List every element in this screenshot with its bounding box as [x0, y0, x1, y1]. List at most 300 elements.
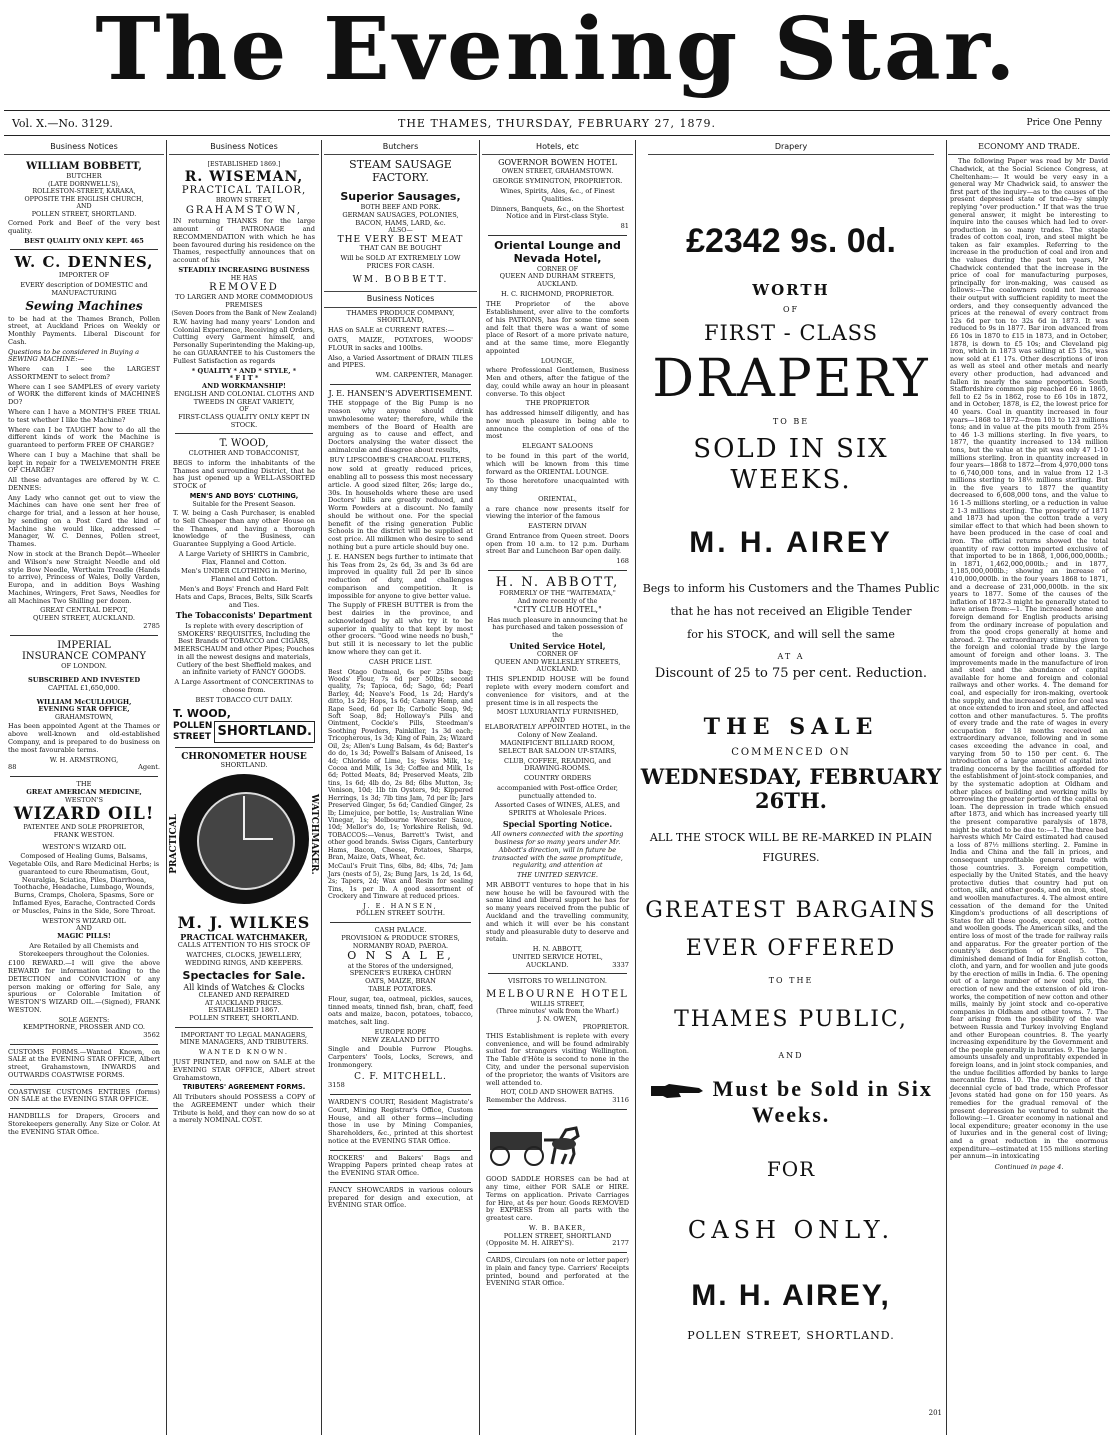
ad-text: THE stoppage of the Big Pump is no reason why anyone should drink unwholesome water; therefore, while the members of the Board of Health are arguing as to cause and effect, and Doctors analysing the water dissect the animalculæ and disagree about results,	[328, 399, 473, 454]
horse-wagon-icon	[482, 1118, 602, 1168]
separator	[488, 570, 627, 571]
ad-text: Flour, sugar, tea, oatmeal, pickles, sauces, tinned meats, tinned fish, bran, chaff, feed oats and maize, bacon, potatoes, tobacco, matches, salt ling.	[328, 994, 473, 1027]
ad-trade: BUTCHER	[66, 172, 102, 181]
separator	[10, 635, 158, 636]
ad-wiseman	[169, 161, 319, 429]
ad-text: Begs to inform his Customers and the Thames Public	[642, 581, 940, 595]
ad-text: EVERY description of DOMESTIC and MANUFACTURING	[20, 280, 148, 297]
ad-text: Assorted Cases of WINES, ALES, and SPIRITS at Wholesale Prices.	[494, 801, 621, 818]
ad-text: BOTH BEEF AND PORK.	[360, 204, 441, 212]
separator	[330, 1150, 471, 1151]
ad-text: GOOD SADDLE HORSES can be had at any time, either FOR SALE or HIRE. Terms on application. Private Carriages for Hire, at 4s per hour. Goods REMOVED by EXPRESS from all parts with the greatest care.	[486, 1175, 629, 1223]
ad-heading: DRAPERY	[652, 349, 930, 410]
ad-text: GRAHAMSTOWN,	[185, 204, 303, 216]
ad-text: Questions to be considered in Buying a SEWING MACHINE:—	[8, 347, 140, 364]
ad-text: PATENTEE AND SOLE PROPRIETOR,	[23, 824, 145, 832]
ad-text: THIS SPLENDID HOUSE will be found replete with every modern comfort and convenience for visitors, and at the present time is in all respects the	[486, 675, 629, 707]
issue-price: Price One Penny	[1026, 118, 1102, 128]
ad-text: £100 REWARD.—I will give the above REWARD for information leading to the DETECTION and CONVICTION of any person making or offering for Sale, any spurious or Colorable Imitation of WESTON'S WIZARD OIL.—(Signed), FRANK WESTON.	[8, 959, 160, 1014]
ad-text: HOT, COLD AND SHOWER BATHS.	[500, 1089, 615, 1097]
ad-text: All kinds of Watches & Clocks	[183, 982, 305, 992]
clock-icon	[179, 774, 309, 904]
ad-text: AUCKLAND.	[537, 281, 578, 289]
ad-text: Best Otago Oatmeal, 6s per 25lbs bag; Woods' Flour, 7s 6d per 50lbs; second quality, 7s; Tapioca, 6d; Sago, 6d; Pearl Barley, 4d; Neave's Food, 1s 2d; Hardy's ditto, 1s 2d; Hops, 1s 6d; Canary Hemp, and Rape Seed, 6d per lb; Carbolic Soap, 9d; Soft Soap, 8d; Holloway's Pills and Ointment, Cockle's Pills, Steedman's Soothing Powders, Painkiller, 1s 3d each; Tricopherous, 1s 3d; King of Pain, 2s; Wizard Oil, 2s; Allen's Lung Balsam, 4s 6d; Baxter's do do, 1s 3d; Powell's Balsam of Aniseed, 1s 4d; Chloride of Lime, 1s; Swiss Milk, 1s; Cocoa and Milk, 1s 3d; Coffee and Milk, 1s 6d; Potted Meats, 8d; Preserved Meats, 2lb tins, 1s 6d; 4lb do, 2s 8d; 6lbs Mutton, 3s; Venison, 10d; 1lb tin Oysters, 9d; Kippered Herrings, 1s 3d; 7lb tins Jam, 7d per lb; Jars Preserved Ginger, 5s 6d; Candied Ginger, 2s lb; Limejuice, per bottle, 1s; Australian Wine Vinegar, 1s; Melbourne Worcester Sauce, 10d; Mellor's do, 1s; Yorkshire Relish, 9d. TOBACCOS:—Venus, Barrett's Twist, and other good brands. Swiss Cigars, Canterbury Hams, Bacon, Cheese, Potatoes, Sharps, Bran, Maize, Oats, Wheat, &c.	[328, 668, 473, 862]
ad-text: QUEEN AND WELLESLEY STREETS, AUCKLAND.	[494, 657, 621, 674]
ad-text: R.W. having had many years' London and Colonial Experience, Receiving all Orders, Cutting every Garment himself, and Personally Superintending the Making-up, he can GUARANTEE to his Customers the Fullest Satisfaction as regards	[173, 317, 315, 365]
ad-text: COUNTRY ORDERS	[523, 774, 592, 783]
ad-text: QUEEN STREET, AUCKLAND.	[33, 614, 135, 623]
ad-text: A Large Variety of SHIRTS in Cambric, Flax, Flannel and Cotton.	[178, 549, 310, 566]
ad-thames-produce	[324, 310, 477, 380]
ad-text: TO THE	[768, 975, 814, 985]
separator	[175, 747, 313, 748]
ad-text: [ESTABLISHED 1869.]	[207, 161, 281, 169]
ad-hansen	[324, 389, 477, 918]
ad-heading: GREAT AMERICAN MEDICINE,	[26, 787, 142, 796]
separator	[488, 973, 627, 974]
ad-coastwise: COASTWISE CUSTOMS ENTRIES (forms) ON SALE at the EVENING STAR OFFICE.	[8, 1087, 160, 1104]
ad-heading: WIZARD OIL!	[13, 804, 155, 825]
column-rule	[946, 140, 947, 1435]
ad-oriental-lounge	[482, 240, 633, 566]
ad-wilkes	[169, 752, 319, 1023]
ad-text: now sold at greatly reduced prices, enabling all to possess this most necessary article. A good sized filter, 26s; large do., 30s. In households where these are used Doctors' bills are greatly reduced, and Worm Powders at a discount. No family should be without one. For the special benefit of the rising generation Public Schools in the district will be supplied at cost price. All milkmen who desire to send nothing but a pure article should buy one.	[328, 465, 473, 552]
ad-text: OF LONDON.	[61, 662, 107, 671]
ad-text: SOLE AGENTS:	[58, 1016, 110, 1024]
ad-text: has addressed himself diligently, and has now much pleasure in being able to announce the completion of one of the most	[486, 409, 629, 441]
separator	[330, 384, 471, 385]
ad-signature: WM. CARPENTER, Manager.	[375, 371, 473, 380]
ad-text: AND	[76, 203, 92, 211]
ad-bobbett	[4, 161, 164, 245]
ad-name: WILLIAM BOBBETT,	[26, 161, 142, 173]
separator	[175, 433, 313, 434]
section-header: Business Notices	[324, 291, 477, 307]
ad-text: THAT CAN BE BOUGHT	[359, 244, 442, 253]
ad-text: Has much pleasure in announcing that he has purchased and taken possession of the	[487, 615, 628, 640]
ad-text: McCaul's Fruit Tins, 6lbs, 8d; 4lbs, 7d; Jam Jars (nests of 5), 2s; Bung Jars, 1s 2d, 1s 6d, 2s; Tapers, 2d; Wax and Resin for sealing Tins, 1s per lb. A good assortment of Crockery and Tinware at reduced prices.	[328, 863, 473, 901]
ad-text: J. N. OWEN,	[537, 1014, 578, 1023]
ad-heading: CASH PRICE LIST.	[368, 657, 433, 666]
ad-text: CORNER OF	[536, 265, 579, 273]
ad-wood	[169, 438, 319, 742]
ad-text: CALLS ATTENTION TO HIS STOCK OF	[177, 941, 311, 950]
ad-text: OATS, MAIZE, BRAN	[365, 977, 436, 986]
ad-signature: T. WOOD,	[173, 707, 231, 721]
ad-text: Will be SOLD AT EXTREMELY LOW PRICES FOR CASH.	[340, 254, 461, 270]
ad-text: Wines, Spirits, Ales, &c., of Finest Qualities.	[500, 187, 615, 203]
ad-text: OATS, MAIZE, POTATOES, WOODS' FLOUR in sacks and 100lbs.	[328, 335, 473, 352]
ad-text: BEST QUALITY ONLY KEPT. 465	[24, 236, 144, 245]
ad-text: TABLE POTATOES.	[368, 984, 433, 993]
ad-heading: IMPORTANT TO LEGAL MANAGERS, MINE MANAGERS, AND TRIBUTERS.	[179, 1030, 309, 1047]
ad-heading: THAMES PRODUCE COMPANY, SHORTLAND,	[346, 308, 455, 325]
ad-text: where Professional Gentlemen, Business Men and others, after the fatigue of the day, could while away an hour in pleasant converse. To this object	[486, 366, 629, 398]
ad-text: AND	[76, 924, 92, 933]
ad-text: The Supply of FRESH BUTTER is from the best dairies in the province, and acknowledged by all who try it to be superior in quality to that kept by most other grocers. "Good wine needs no bush," but still it is necessary to let the public know where they can get it.	[328, 601, 473, 656]
ad-heading: CASH PALACE.	[374, 926, 427, 935]
ad-text: ENGLISH AND COLONIAL CLOTHS AND TWEEDS IN GREAT VARIETY,	[173, 389, 315, 406]
ad-signature: POLLEN STREET	[173, 721, 213, 742]
ad-text: POLLEN STREET, SHORTLAND.	[189, 1013, 299, 1022]
ad-heading: J. E. HANSEN'S ADVERTISEMENT.	[328, 388, 473, 398]
dateline-rule	[4, 135, 1110, 136]
ad-text: OF	[782, 305, 800, 315]
ad-text	[638, 577, 944, 646]
ad-signature: W. B. BAKER,	[528, 1223, 587, 1232]
ad-text: A Large Assortment of CONCERTINAS to choose from.	[174, 678, 314, 694]
ad-text: And more recently of the	[517, 597, 598, 605]
ad-text: at the Stores of the undersigned,	[347, 963, 454, 971]
ad-text: Where can I have a MONTH'S FREE TRIAL to test whether I like the Machine?	[8, 407, 160, 424]
ad-text: for his STOCK, and will sell the same	[687, 627, 895, 641]
ad-text: Corned Pork and Beef of the very best quality.	[8, 219, 160, 235]
ad-text: AND WORKMANSHIP!	[202, 382, 286, 391]
ad-heading: THE VERY BEST MEAT	[337, 234, 464, 245]
ad-text: THE UNITED SERVICE.	[517, 871, 598, 880]
column-rule	[635, 140, 636, 1435]
ad-text: HE HAS	[230, 274, 258, 282]
ad-text: STEADILY INCREASING BUSINESS	[178, 265, 310, 274]
ad-text: UNITED SERVICE HOTEL,	[512, 952, 603, 961]
ad-text: WATCHES, CLOCKS, JEWELLERY, WEDDING RINGS, AND KEEPERS.	[184, 951, 304, 967]
ad-text: (Opposite M. H. AIREY'S).	[486, 1239, 574, 1248]
ad-text: OF	[239, 406, 249, 414]
ad-text: POLLEN STREET, SHORTLAND.	[687, 1328, 895, 1342]
ad-heading: Sewing Machines	[25, 299, 143, 314]
ad-text: Remember the Address.	[486, 1095, 567, 1104]
article-body: The following Paper was read by Mr David Chadwick, at the Social Science Congress, at Cheltenham:— It would be very easy in a general way Mr Chadwick said, to answer the first part of the inquiry—as to the causes of the present depressed state of trade—by simply replying "over production." If that was the true general answer, it might be interesting to inquire into the causes which had led to over-production in so many trades. The staple trades of cotton coal, iron, and steel might be taken as fair examples. Referring to the increase in the production of coal and iron and the values during the past ten years, Mr Chadwick contended that the increase in the price of coal for manufacturing purposes, principally for iron-making, was caused as follows:—The coalowners could not increase their output with sufficient rapidity to meet the orders, and they consequently advanced the prices at the renewal of every contract from 12s 6d per ton to 32s 6d in 1873. It was reduced to 9s in 1877. Bar iron advanced from £6 10s in 1870 to £15 in 1873, and in October, 1878, is down to £5 10s; and Cleveland pig iron, which in 1873 was selling at £5 15s, was now sold at £1 17s. Other descriptions of iron as well as steel and other metals and nearly every other production, had advanced and fallen in nearly the same proportion. South Staffordshire common pig reached £6 in 1865, fell to £2 5s in 1862, rose to £6 10s in 1872, and in October, 1878, is £2, the lowest price for 40 years. Coal in quantity increased in four years—1868 to 1872—from 103 to 123 millions tons; and in value at the pits mouth from 25¾ to 46 1-3 millions sterling. In five years, to 1877, the quantity increased to 134 million tons, but the value at the pit was only 47 1-10 millions sterling. Iron in quantity increased in four years—1868 to 1872—from 4,970,000 tons to 6,740,000 tons, and in value from 12 1-3 millions sterling to 18½ millions sterling. But in the five years to 1877 the quantity decreased to 6,608,000 tons, and the value to 16 1-5 millions sterling, or a reduction in value 2 1-3 millions sterling. The prosperity of 1871 and 1873 had upon the cotton trade a very similar effect to that which had been shown to have been produced in the case of coal and iron. The official returns showed the total quantity of raw cotton imported exclusive of that imported to be in 1868, 1,006,000,000lb.; in 1871, 1,462,000,000lb.; and in 1877, 1,185,000,000lb.; showing an increase of 410,000,000lb. in the four years 1868 to 1871, and a decrease of 231,000,000lb. in the six years to 1877. Some of the causes of the inflation of 1872-3 might be generally stated to have arisen from:—1. The increased home and foreign demand for English products arising from the ordinary increase of population and from the good crops generally at home and abroad. 2. The extraordinary stimulus given to the foreign and colonial trade by the large amount of foreign and other loans. 3. The improvements made in the manufacture of iron and steel and the abundance of capital available for home and foreign and colonial railways and other works. 4. The demand for coal, and especially for iron-making, overtook the supply, and the increased price for coal was at once extended to iron and steel, and affected cotton and other manufactures. 5. The profits of every trade and the rate of wages in every occupation for 18 months received an extraordinary advance, following and in some cases exceeding the advance in coal, and varying from 50 to 150 per cent. 6. The introduction of a large amount of capital into trading concerns by the facilities afforded for the establishment of joint-stock companies, and by the systematic adoption at Oldham and other places of building and working mills by borrowing the greater portion of the capital on loan. The depression in trade which ensued after 1873, and which has increased yearly till the present comparative paralysis of 1878, might be stated to be due to:—1. The three bad harvests which Mr Caird estimated had caused a loss of 87½ millions sterling. 2. Famine in India and China and the fall in prices, and consequent unprofitable general trade with those countries. 3. Foreign competition, especially by the United States, and the heavy protective duties that country had put on cotton, silk, and other goods, and on iron, steel, and woollen manufactures. 4. The almost entire cessation of the demand for the United Kingdom's productions of all descriptions of States for all these goods, except coal, cotton and woollen goods. The American silks, and the entire loss of most of the trade for railway rails and apparatus. For the greater portion of the country's description of steel. 5. The diminished demand of India for English cotton, cloth, and yarn, and for woollen and jute goods by the erection of mills in India. 6. The opening out of a large number of new coal pits, the erection of new and the extension of old iron-works, the competition of new cotton and other mills, mainly by joint stock and co-operative companies in Oldham and other towns. 7. The fear arising from the possibility of the war between Russia and Turkey involving England and other European countries. 8. The yearly increasing expenditure by the Government and of the people generally in luxuries. 9. The large amounts unsafely and unprofitably expended in foreign loans, and in joint stock companies, and the undue facilities afforded by banks to large mercantile firms. 10. The recurrence of that decennial cycle of bad trade, which Professor Jevons stated had gone on for 150 years. As remedies for the gradual removal of the present depression he ventured to submit the following:—1. Greater economy in national and local expenditure; greater economy in the use of luxuries and in the general cost of living; and a great reduction in the enormous expenditure—estimated at 155 millions sterling per annum—in intoxicating	[950, 157, 1108, 1161]
ad-heading: TRIBUTERS' AGREEMENT FORMS.	[182, 1083, 306, 1092]
ad-text: T. W. being a Cash Purchaser, is enabled to Sell Cheaper than any other House on the Thames, and having a thorough knowledge of the Business, can Guarantee Supplying a Good Article.	[173, 509, 315, 549]
ad-showcards: FANCY SHOWCARDS in various colours prepared for design and execution, at EVENING STAR Office.	[328, 1185, 473, 1210]
ad-text: * QUALITY * AND * STYLE, *	[191, 366, 297, 375]
ad-text: FIGURES.	[762, 850, 820, 864]
ad-name: R. WISEMAN,	[184, 168, 304, 185]
ad-text: W. H. ARMSTRONG,	[49, 755, 119, 764]
ad-name: M. H. AIREY,	[691, 1279, 891, 1313]
column-rule	[321, 140, 322, 1435]
ad-heading: WEDNESDAY, FEBRUARY 26TH.	[640, 763, 942, 814]
volume-number: Vol. X.—No. 3129.	[12, 117, 113, 130]
ad-cash-palace	[324, 927, 477, 1090]
separator	[330, 922, 471, 923]
ad-text: NEW ZEALAND DITTO	[361, 1035, 440, 1044]
ad-text: AUCKLAND.	[526, 960, 569, 969]
column-business-notices-1	[4, 140, 164, 1435]
ad-heading: CHRONOMETER HOUSE	[181, 751, 307, 762]
ad-text: ROLLESTON-STREET, KARAKA,	[32, 188, 136, 196]
ad-text: BACON, HAMS, LARD, &c.	[355, 218, 446, 227]
ad-heading	[638, 1076, 944, 1128]
ad-text: ESTABLISHED 1867.	[208, 1006, 280, 1015]
column-hotels	[482, 140, 633, 1435]
ad-imperial-insurance	[4, 640, 164, 772]
ad-text: Are Retailed by all Chemists and Storekeepers throughout the Colonies.	[18, 941, 150, 958]
ad-text: FORMERLY OF THE "WAITEMATA,"	[499, 590, 616, 598]
ad-heading: Oriental Lounge and Nevada Hotel,	[494, 238, 621, 265]
ad-text: All Tributers should POSSESS a COPY of the AGREEMENT under which their Tribute is held, and they can now do so at a merely NOMINAL COST.	[173, 1093, 315, 1125]
ad-text: IN returning THANKS for the large amount of PATRONAGE and RECOMMENDATION with which he has been favoured during his residence on the Thames, respectfully announces that on account of his	[173, 217, 315, 265]
ad-text: AT A	[777, 652, 805, 662]
ad-text: ELABORATELY APPOINTED HOTEL, in the Colony of New Zealand.	[484, 723, 631, 740]
ad-name: H. N. ABBOTT,	[495, 574, 620, 590]
ad-text: MAGNIFICENT BILLIARD ROOM,	[499, 739, 615, 748]
ad-text: AND	[549, 717, 566, 725]
ad-heading-text: Must be Sold in Six Weeks.	[712, 1076, 933, 1128]
ad-text: OPPOSITE THE ENGLISH CHURCH,	[24, 195, 144, 203]
ad-text: that he has not received an Eligible Tender	[670, 604, 912, 618]
ad-text: ELEGANT SALOONS	[521, 442, 594, 451]
ad-text: WILLIS STREET,	[530, 1000, 585, 1008]
ad-customs-forms: CUSTOMS FORMS.—Wanted Known, on SALE at the EVENING STAR OFFICE, Albert street, Grahamstown, INWARDS and OUTWARDS COASTWISE FORMS.	[8, 1047, 160, 1079]
ad-heading: GREATEST BARGAINS	[645, 897, 937, 923]
ad-text: COMMENCED ON	[731, 746, 851, 758]
section-header: Business Notices	[169, 140, 319, 155]
ad-text: PROVISION & PRODUCE STORES,	[341, 933, 460, 942]
ad-name: M. J. WILKES	[177, 912, 311, 932]
ad-text: (Seven Doors from the Bank of New Zealand)	[171, 309, 317, 317]
ad-text: THE	[76, 780, 92, 789]
column-business-notices-2	[169, 140, 319, 1435]
ad-text: CORNER OF	[536, 651, 579, 659]
ad-text: CLOTHIER AND TOBACCONIST,	[188, 449, 300, 458]
ad-heading: Superior Sausages,	[340, 190, 461, 204]
ad-text: BEGS to inform the inhabitants of the Thames and surrounding District, that he has just opened up a WELL-ASSORTED STOCK of	[173, 458, 315, 491]
ad-text: WANTED KNOWN.	[199, 1048, 289, 1057]
ad-wizard-oil	[4, 781, 164, 1040]
ad-text: KEMPTHORNE, PROSSER AND CO.	[23, 1023, 145, 1032]
ad-text: SHORTLAND.	[220, 761, 268, 770]
separator	[330, 1094, 471, 1095]
ad-number: 2177	[612, 1239, 629, 1248]
ad-heading: FIRST - CLASS	[703, 320, 879, 345]
ad-text: EUROPE ROPE	[374, 1027, 427, 1036]
ad-text: WORTH	[752, 280, 830, 299]
ad-text: GRAHAMSTOWN,	[54, 714, 114, 722]
ad-heading: VISITORS TO WELLINGTON.	[507, 977, 607, 986]
ad-text: PRACTICAL WATCHMAKER,	[180, 931, 308, 942]
ad-signature: SHORTLAND.	[214, 721, 315, 742]
ad-text: All these advantages are offered by W. C. DENNES:	[8, 476, 160, 492]
ad-text: THE Proprietor of the above Establishment, ever alive to the comforts of his PATRONS, has for some time seen and felt that there was a want of some place of Resort of a more private nature, and at the same time, more Elegantly appointed	[486, 300, 629, 355]
issue-date: THE THAMES, THURSDAY, FEBRUARY 27, 1879.	[397, 117, 717, 130]
ad-text: THE PROPRIETOR	[525, 399, 590, 408]
ad-heading: THE SALE	[703, 713, 879, 740]
ad-handbills: HANDBILLS for Drapers, Grocers and Storekeepers generally. Any Size or Color. At the EVENING STAR Office.	[8, 1112, 160, 1136]
ad-text: SUBSCRIBED AND INVESTED	[27, 676, 141, 684]
ad-text: POLLEN STREET, SHORTLAND.	[31, 210, 137, 218]
ad-text: Any Lady who cannot get out to view the Machines can have one sent her free of charge for trial, and a lesson at her house, by sending on a Post Card the kind of Machine she would like, addressed — Manager, W. C. Dennes, Pollen street, Thames.	[8, 493, 160, 549]
ad-text: WESTON'S	[64, 795, 103, 804]
ad-text: To those heretofore unacquainted with any thing	[486, 477, 629, 494]
ad-text: Now in stock at the Branch Depôt—Wheeler and Wilson's new Straight Needle and old style Bow Needle, Wertheim Treadle (Hands to arrive), Princess of Wales, Dolly Varden, Europa, and in addition Boys Washing Machines, Wringers, Fret Saws, Needles for all Machines Two Shilling per dozen.	[8, 549, 160, 605]
ad-text: ALSO—	[388, 227, 413, 235]
ad-heading: MELBOURNE HOTEL	[486, 989, 629, 1001]
article-title: ECONOMY AND TRADE.	[948, 140, 1110, 155]
ad-text: GEORGE SYMINGTON, PROPRIETOR.	[492, 177, 623, 186]
ad-heading: STEAM SAUSAGE FACTORY.	[349, 158, 452, 185]
ad-text: AND	[778, 1051, 804, 1061]
separator	[10, 249, 158, 250]
ad-text: TO BE	[772, 416, 810, 426]
ad-text: (LATE DORNWELL'S),	[47, 181, 121, 188]
ad-text: to be had at the Thames Branch, Pollen street, at Auckland Prices on Weekly or Monthly Payments. Liberal Discount for Cash.	[8, 314, 160, 346]
ad-text: Has been appointed Agent at the Thames or above well-known and old-established Company, and is prepared to do business on the most favourable terms.	[8, 722, 160, 754]
ad-text: Also, a Varied Assortment of DRAIN TILES and PIPES.	[328, 353, 473, 370]
ad-text: WESTON'S WIZARD OIL	[42, 916, 126, 925]
ad-text: Men's UNDER CLOTHING in Merino, Flannel and Cotton.	[180, 567, 308, 584]
ad-text: CAPITAL £1,650,000.	[48, 683, 120, 692]
ad-text: a rare chance now presents itself for viewing the interior of the famous	[486, 504, 629, 521]
ad-name: M. H. AIREY	[689, 526, 893, 560]
ad-text: (Three minutes' walk from the Wharf.)	[496, 1008, 619, 1016]
ad-text: Where can I be TAUGHT how to do all the different kinds of work the Machine is guaranteed to perform FREE OF CHARGE?	[8, 425, 160, 450]
separator	[10, 1084, 158, 1085]
separator	[330, 1182, 471, 1183]
separator	[488, 1252, 627, 1253]
ad-text: POLLEN STREET, SHORTLAND	[503, 1231, 612, 1240]
column-butchers	[324, 140, 477, 1435]
ad-heading: Special Sporting Notice.	[502, 818, 613, 829]
ad-heading: CASH ONLY.	[687, 1215, 895, 1244]
ad-text: HAS on SALE at CURRENT RATES:—	[328, 326, 455, 335]
ad-text: ALL THE STOCK WILL BE RE-MARKED IN PLAIN	[649, 831, 933, 845]
ad-text: GREAT CENTRAL DEPOT,	[40, 606, 128, 615]
ad-legal-forms	[169, 1032, 319, 1125]
ad-heading: United Service Hotel,	[509, 640, 606, 651]
ad-text: Is replete with every description of SMOKERS' REQUISITES, Including the Best Brands of TOBACCO and CIGARS, MEERSCHAUM and other Pipes; Pouches in all the newest designs and materials, Cutlery of the best Sheffield makes, and an infinite variety of FANCY GOODS.	[173, 621, 315, 677]
ad-dennes	[4, 254, 164, 630]
ad-signature: WM. BOBBETT.	[352, 274, 449, 285]
ad-text: Suitable for the Present Season.	[192, 500, 296, 508]
section-header: Butchers	[324, 140, 477, 155]
article-economy-and-trade	[948, 140, 1110, 1435]
pointing-hand-icon	[649, 1082, 705, 1100]
ad-text: ORIENTAL,	[538, 494, 577, 503]
ad-text: QUEEN AND DURHAM STREETS,	[499, 272, 616, 281]
ad-text: NORMANBY ROAD, PAEROA.	[352, 942, 449, 950]
ad-heading: SOLD IN SIX WEEKS.	[693, 434, 889, 495]
continued-note: Continued in page 4.	[994, 1162, 1064, 1171]
ad-text: LOUNGE,	[540, 356, 575, 365]
ad-number: 81	[620, 222, 629, 231]
ad-name: W. C. DENNES,	[14, 253, 154, 272]
ad-text: Where can I see SAMPLES of every variety of WORK the different kinds of MACHINES DO?	[8, 382, 160, 407]
dateline	[4, 118, 1110, 132]
separator	[488, 1109, 627, 1110]
ad-text: POLLEN STREET SOUTH.	[355, 909, 445, 918]
ad-heading: PRACTICAL TAILOR,	[181, 185, 307, 197]
ad-governor-bowen	[482, 158, 633, 230]
ad-text	[638, 828, 944, 868]
ad-text: EASTERN DIVAN	[528, 522, 587, 531]
ad-number: 201	[928, 1408, 942, 1417]
ad-text: Single and Double Furrow Ploughs. Carpenters' Tools, Locks, Screws, and Ironmongery.	[328, 1045, 473, 1069]
ad-name: T. WOOD,	[219, 438, 269, 450]
ad-text: CLEANED AND REPAIRED	[198, 990, 290, 999]
ad-signature: C. F. MITCHELL.	[354, 1071, 447, 1082]
ad-heading: EVER OFFERED	[685, 935, 897, 961]
ad-drapery-airey	[638, 140, 944, 1435]
ad-heading: BUY LIPSCOMBE'S CHARCOAL FILTERS,	[329, 455, 472, 464]
ad-text: Where can I see the LARGEST ASSORTMENT to select from?	[8, 365, 160, 381]
ad-text: JUST PRINTED, and now on SALE at the EVENING STAR OFFICE, Albert street Grahamstown,	[173, 1057, 315, 1082]
ad-text: AT AUCKLAND PRICES.	[204, 999, 284, 1007]
stock-value: £2342 9s. 0d.	[686, 222, 896, 261]
ad-heading: IMPERIAL	[57, 639, 111, 651]
ad-text: GERMAN SAUSAGES, POLONIES,	[342, 210, 459, 219]
ad-text: All owners connected with the sporting business for so many years under Mr. Abbott's direction, will in future be transacted with the same promptitude, regularity, and attention at	[491, 830, 624, 870]
ad-text: Where can I buy a Machine that shall be kept in repair for a TWELVEMONTH FREE OF CHARGE?	[8, 450, 160, 475]
ad-text: WATCHMAKER.	[309, 793, 319, 875]
ad-text: EVENING STAR OFFICE,	[38, 705, 130, 714]
ad-text: SPENCER'S EUREKA CHURN	[349, 969, 452, 978]
ad-text: WILLIAM McCULLOUGH,	[36, 697, 132, 706]
ad-heading: MAGIC PILLS!	[57, 932, 111, 941]
ad-heading: INSURANCE COMPANY	[21, 651, 147, 663]
ad-heading: The Tobacconists' Department	[175, 610, 313, 621]
ad-text: OWEN STREET, GRAHAMSTOWN.	[501, 167, 614, 175]
ad-text: FRANK WESTON.	[53, 830, 115, 839]
ad-heading: REMOVED	[209, 282, 279, 294]
ad-text: SELECT BAR SALOON UP-STAIRS,	[498, 746, 617, 755]
ad-heading: O N S A L E,	[347, 949, 454, 963]
ad-number: 88	[8, 763, 17, 772]
top-rule	[4, 110, 1110, 111]
ad-text: FIRST-CLASS QUALITY ONLY KEPT IN STOCK.	[178, 412, 310, 429]
ad-number: 3562	[143, 1030, 160, 1039]
ad-text: Dinners, Banquets, &c., on the Shortest Notice and in First-class Style.	[490, 204, 625, 221]
column-rule	[479, 140, 480, 1435]
ad-text: Grand Entrance from Queen street. Doors open from 10 a.m. to 12 p.m. Durham street Bar and Luncheon Bar open daily.	[486, 531, 629, 556]
ad-text: accompanied with Post-office Order, punctually attended to.	[496, 783, 619, 800]
ad-text: Discount of 25 to 75 per cent. Reduction.	[654, 665, 928, 681]
ad-text: CARDS, Circulars (on note or letter paper) in plain and fancy type. Carriers' Receipts printed, bound and perforated at the EVENING STAR Office.	[486, 1256, 629, 1288]
ad-heading: Spectacles for Sale.	[182, 968, 306, 982]
ad-text: CLUB, COFFEE, READING, and DRAWING-ROOMS.	[504, 756, 611, 773]
ad-heading: MEN'S AND BOYS' CLOTHING,	[189, 491, 299, 500]
ad-text: PROPRIETOR.	[582, 1023, 629, 1031]
ad-text: IMPORTER OF	[58, 271, 110, 280]
ad-text: "CITY CLUB HOTEL,"	[513, 605, 602, 615]
ad-melbourne-hotel	[482, 978, 633, 1104]
ad-text: H. C. RICHMOND, PROPRIETOR.	[501, 290, 614, 299]
ad-number: 2785	[143, 621, 160, 630]
ad-text: * F I T *	[229, 374, 259, 383]
ad-text: PRACTICAL	[169, 813, 179, 874]
ad-number: 3337	[612, 960, 629, 969]
ad-number: 3158	[328, 1081, 345, 1090]
ad-text: WESTON'S WIZARD OIL	[42, 842, 126, 851]
ad-text: to be found in this part of the world, which will be known from this time forward as the ORIENTAL LOUNGE.	[486, 451, 629, 476]
ad-heading: GOVERNOR BOWEN HOTEL	[498, 158, 617, 168]
ad-text: Agent.	[138, 763, 160, 772]
ad-heading: THAMES PUBLIC,	[674, 1007, 908, 1033]
ad-text: BROWN STREET,	[215, 197, 273, 205]
separator	[10, 1108, 158, 1109]
section-header: Business Notices	[4, 140, 164, 155]
masthead	[0, 2, 1114, 98]
ad-steam-sausage	[324, 159, 477, 285]
section-header: Hotels, etc	[482, 140, 633, 155]
ad-signature: J. E. HANSEN,	[363, 901, 438, 910]
column-rule	[166, 140, 167, 1435]
ad-number: 3116	[612, 1095, 629, 1104]
ad-text: FOR	[766, 1157, 816, 1182]
separator	[488, 235, 627, 236]
ad-text: MOST LUXURIANTLY FURNISHED,	[496, 708, 619, 717]
